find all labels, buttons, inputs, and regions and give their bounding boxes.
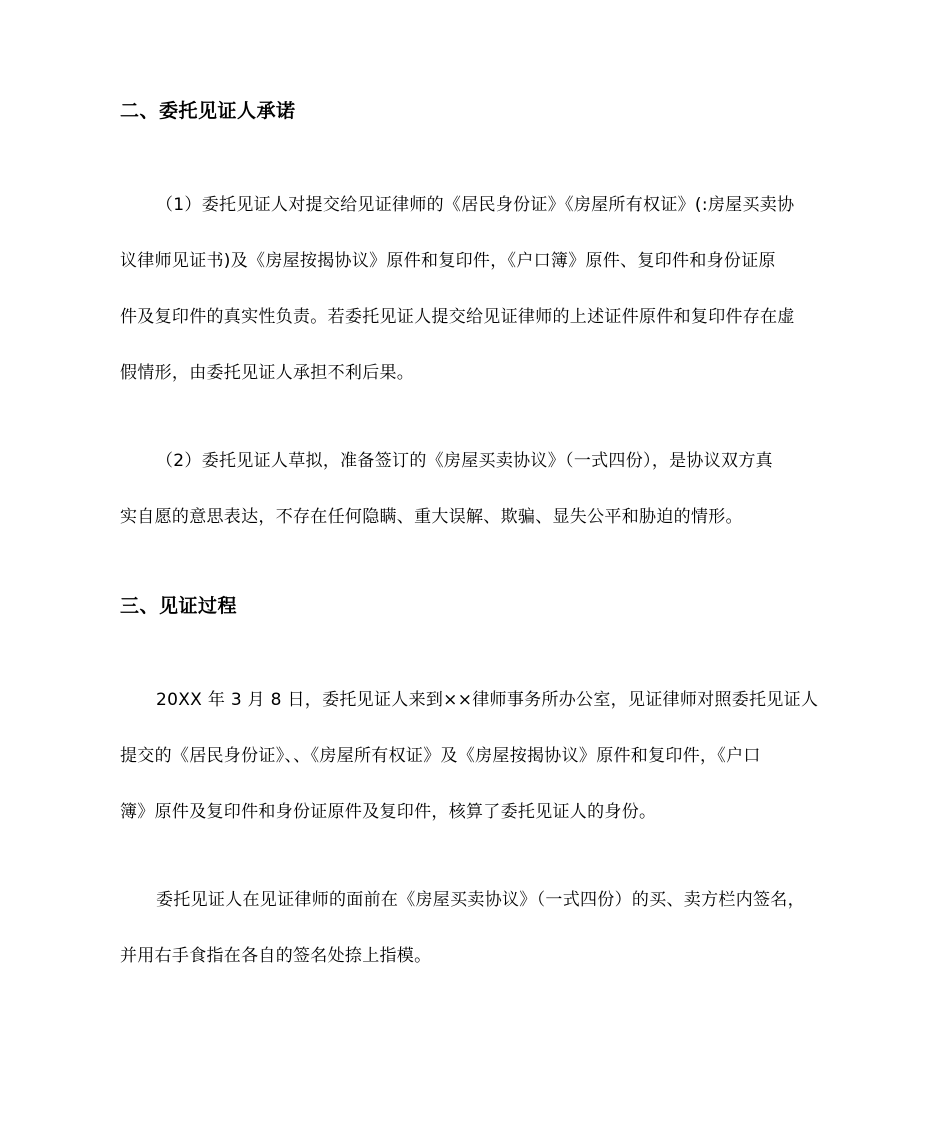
paragraph-line: 并用右手食指在各自的签名处捺上指模。 xyxy=(120,946,432,966)
paragraph-line: 件及复印件的真实性负责。若委托见证人提交给见证律师的上述证件原件和复印件存在虚 xyxy=(120,307,795,327)
paragraph-line: 20XX 年 3 月 8 日，委托见证人来到××律师事务所办公室，见证律师对照委托见证人 xyxy=(156,690,819,710)
paragraph-line: 委托见证人在见证律师的面前在《房屋买卖协议》（一式四份）的买、卖方栏内签名， xyxy=(156,890,805,910)
paragraph-line: （2）委托见证人草拟，准备签订的《房屋买卖协议》（一式四份），是协议双方真 xyxy=(156,451,773,471)
section-3-heading: 三、见证过程 xyxy=(120,595,238,617)
paragraph-line: 实自愿的意思表达，不存在任何隐瞒、重大误解、欺骗、显失公平和胁迫的情形。 xyxy=(120,507,743,527)
paragraph-line: （1）委托见证人对提交给见证律师的《居民身份证》《房屋所有权证》(:房屋买卖协 xyxy=(156,195,795,215)
paragraph-line: 议律师见证书)及《房屋按揭协议》原件和复印件，《户口簿》原件、复印件和身份证原 xyxy=(120,251,776,271)
paragraph-line: 簿》原件及复印件和身份证原件及复印件，核算了委托见证人的身份。 xyxy=(120,802,657,822)
paragraph-line: 提交的《居民身份证》、、《房屋所有权证》及《房屋按揭协议》原件和复印件，《户口 xyxy=(120,746,761,766)
section-2-heading: 二、委托见证人承诺 xyxy=(120,100,296,122)
paragraph-line: 假情形，由委托见证人承担不利后果。 xyxy=(120,363,415,383)
